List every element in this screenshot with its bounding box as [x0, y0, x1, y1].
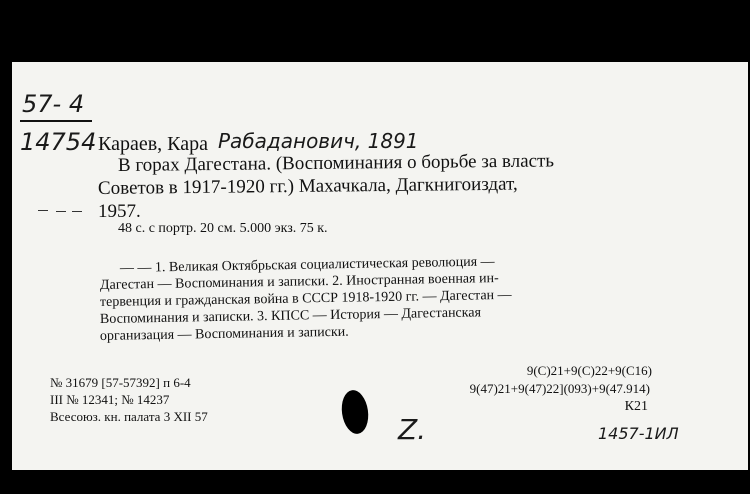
accession-number: 14754 — [20, 128, 97, 156]
classification-line-1: 9(С)21+9(С)22+9(С16) — [526, 363, 652, 378]
initials-mark: Z. — [398, 413, 427, 446]
publication-year: 1957. — [98, 201, 141, 222]
classification-line-3: К21 — [624, 399, 648, 414]
subject-line-1: — — 1. Великая Октябрьская социалистическая революция — — [119, 254, 495, 276]
shelf-mark: 57- 4 — [22, 90, 85, 118]
registry-line-1: № 31679 [57-57392] п 6-4 — [50, 375, 191, 390]
registry-line-2: III № 12341; № 14237 — [50, 392, 170, 407]
title-line-1: В горах Дагестана. (Воспоминания о борьбе за власть — [117, 150, 555, 176]
pencil-dash-mark — [38, 210, 48, 211]
bottom-right-handwritten-mark: 1457-1ИЛ — [598, 424, 679, 443]
author-name-handwritten: Рабаданович, 1891 — [218, 129, 419, 153]
classification-line-2: 9(47)21+9(47)22](093)+9(47.914) — [469, 381, 650, 396]
author-name: Караев, Кара — [98, 133, 208, 155]
subject-line-3: тервенция и гражданская война в СССР 1918-1920 гг. — Дагестан — — [99, 287, 512, 310]
subject-line-4: Воспоминания и записки. 3. КПСС — История — Дагестанская — [99, 305, 482, 327]
subject-line-5: организация — Воспоминания и записки. — [99, 324, 349, 344]
registry-line-3: Всесоюз. кн. палата 3 XII 57 — [50, 409, 208, 424]
pencil-dash-mark — [56, 211, 66, 212]
shelf-mark-underline — [20, 120, 92, 122]
subject-line-2: Дагестан — Воспоминания и записки. 2. Иностранная военная ин- — [99, 271, 499, 293]
physical-description: 48 с. с портр. 20 см. 5.000 экз. 75 к. — [118, 221, 328, 236]
ink-blot — [339, 388, 371, 435]
title-line-2: Советов в 1917-1920 гг.) Махачкала, Дагкнигоиздат, — [97, 173, 518, 199]
pencil-dash-mark — [72, 211, 82, 212]
catalog-card — [12, 62, 748, 470]
